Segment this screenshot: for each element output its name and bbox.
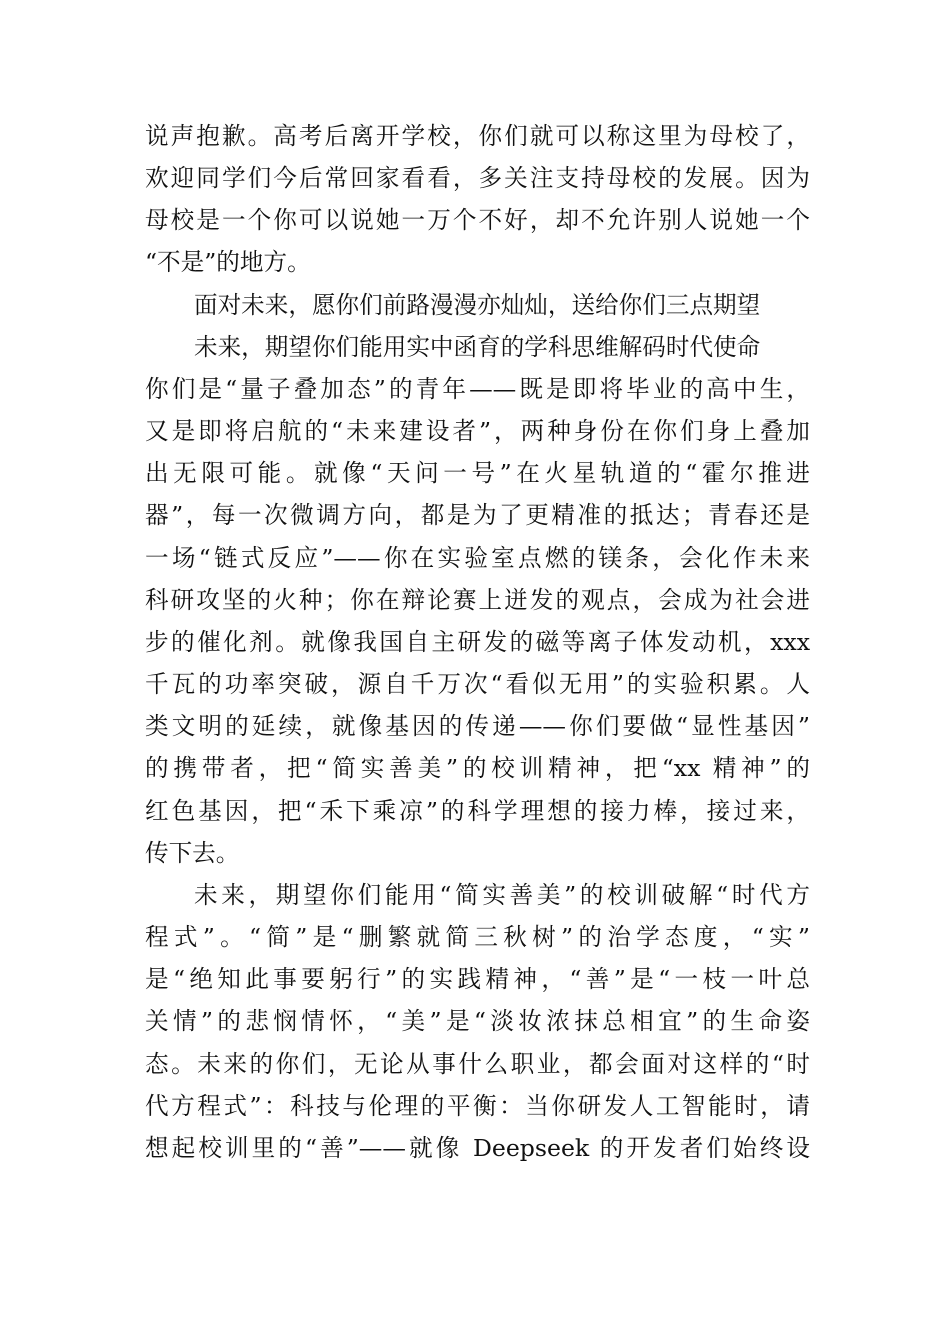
- text-line: 器”，每一次微调方向，都是为了更精准的抵达；青春还是: [145, 501, 810, 529]
- text-line: 想起校训里的“善”——就像 Deepseek 的开发者们始终设: [145, 1134, 810, 1162]
- text-line: 千瓦的功率突破，源自千万次“看似无用”的实验积累。人: [145, 670, 810, 698]
- text-line: 出无限可能。就像“天问一号”在火星轨道的“霍尔推进: [145, 459, 810, 487]
- text-line: 欢迎同学们今后常回家看看，多关注支持母校的发展。因为: [145, 164, 810, 192]
- text-line: 是“绝知此事要躬行”的实践精神，“善”是“一枝一叶总: [145, 965, 810, 993]
- text-line: 科研攻坚的火种；你在辩论赛上迸发的观点，会成为社会进: [145, 586, 810, 614]
- text-line: 又是即将启航的“未来建设者”，两种身份在你们身上叠加: [145, 417, 810, 445]
- text-line: 未来，期望你们能用“简实善美”的校训破解“时代方: [194, 881, 810, 909]
- text-line: 红色基因，把“禾下乘凉”的科学理想的接力棒，接过来，: [145, 797, 810, 825]
- text-line: 说声抱歉。高考后离开学校，你们就可以称这里为母校了，: [145, 122, 810, 150]
- text-line: 你们是“量子叠加态”的青年——既是即将毕业的高中生，: [145, 375, 810, 403]
- text-line: “不是”的地方。: [145, 248, 311, 276]
- paragraph-heading: 面对未来，愿你们前路漫漫亦灿灿，送给你们三点期望: [194, 291, 761, 319]
- section-heading: 未来，期望你们能用实中函育的学科思维解码时代使命: [194, 333, 761, 361]
- text-line: 程式”。“简”是“删繁就简三秋树”的治学态度，“实”: [145, 923, 810, 951]
- text-line: 代方程式”：科技与伦理的平衡：当你研发人工智能时，请: [145, 1092, 810, 1120]
- text-line: 类文明的延续，就像基因的传递——你们要做“显性基因”: [145, 712, 810, 740]
- text-line: 一场“链式反应”——你在实验室点燃的镁条，会化作未来: [145, 544, 810, 572]
- text-line: 母校是一个你可以说她一万个不好，却不允许别人说她一个: [145, 206, 810, 234]
- text-line: 步的催化剂。就像我国自主研发的磁等离子体发动机，xxx: [145, 628, 810, 656]
- text-line: 传下去。: [145, 839, 240, 867]
- text-line: 的携带者，把“简实善美”的校训精神，把“xx 精神”的: [145, 754, 810, 782]
- text-line: 关情”的悲悯情怀，“美”是“淡妆浓抹总相宜”的生命姿: [145, 1007, 810, 1035]
- text-line: 态。未来的你们，无论从事什么职业，都会面对这样的“时: [145, 1050, 810, 1078]
